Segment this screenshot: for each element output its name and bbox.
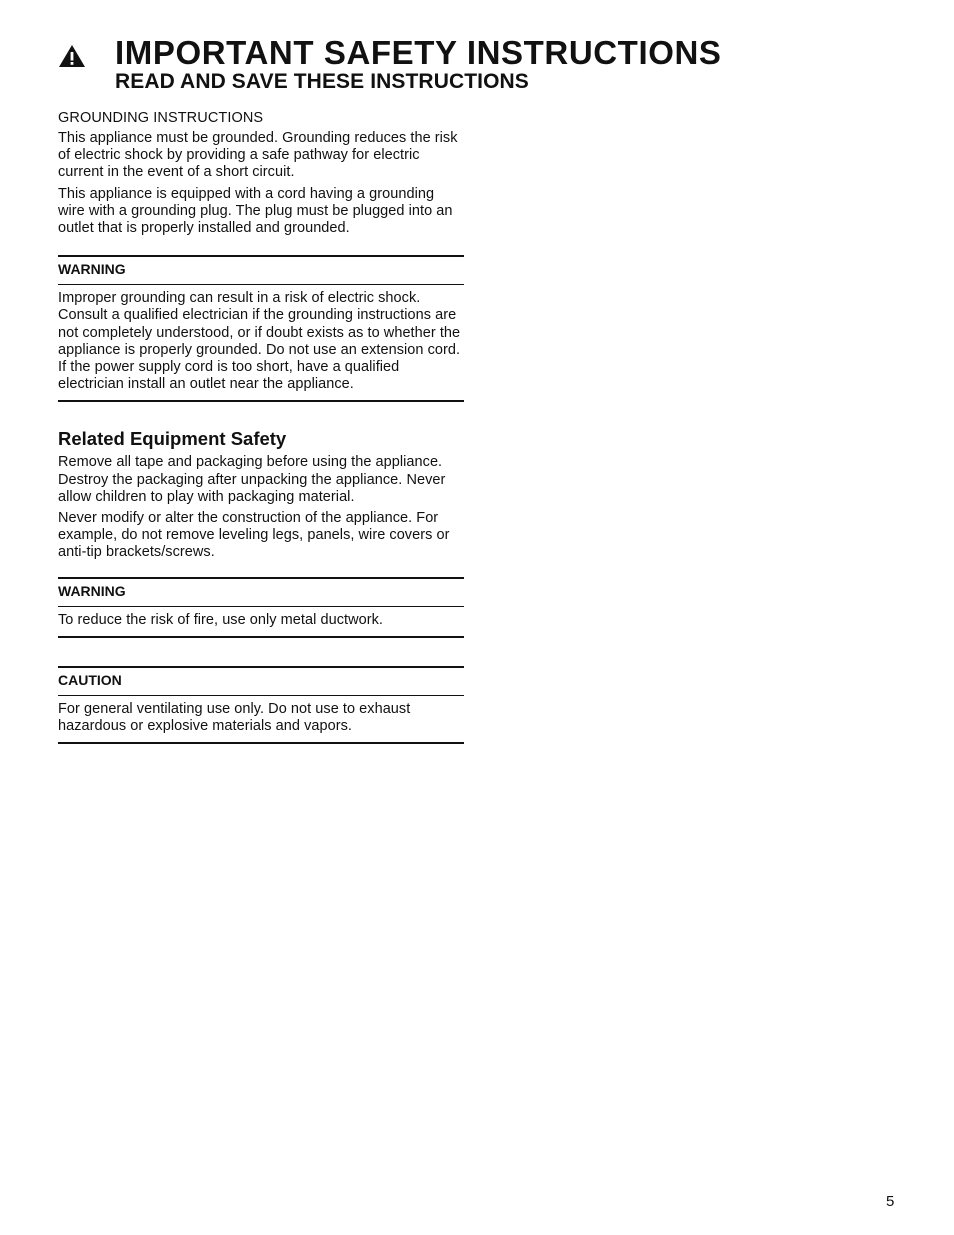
grounding-label: GROUNDING INSTRUCTIONS [58, 110, 264, 126]
caution-box [58, 666, 464, 744]
notice-heading: CAUTION [58, 668, 464, 696]
page-title: IMPORTANT SAFETY INSTRUCTIONS [115, 34, 722, 71]
warning-box-ductwork [58, 577, 464, 638]
related-paragraph: Remove all tape and packaging before using the appliance. Destroy the packaging after unpacking the appliance. Never allow children to play with packaging material. [58, 454, 446, 505]
related-equipment-heading: Related Equipment Safety [58, 428, 287, 450]
notice-heading: WARNING [58, 579, 464, 607]
notice-text: Improper grounding can result in a risk of electric shock. Consult a qualified electrician if the grounding instructions are not completely understood, or if doubt exists as to whether the appliance is properly grounded. Do not use an extension cord. If the power supply cord is too short, have a qualified electrician install an outlet near the appliance. [58, 290, 461, 393]
content-column [58, 110, 464, 744]
page-number: 5 [886, 1193, 895, 1210]
related-paragraph: Never modify or alter the construction of the appliance. For example, do not remove leveling legs, panels, wire covers or anti-tip brackets/screws. [58, 510, 450, 561]
grounding-paragraph: This appliance is equipped with a cord having a grounding wire with a grounding plug. The plug must be plugged into an outlet that is properly installed and grounded. [58, 185, 453, 237]
notice-text: To reduce the risk of fire, use only metal ductwork. [58, 611, 383, 628]
grounding-paragraph: This appliance must be grounded. Grounding reduces the risk of electric shock by providing a safe pathway for electric current in the event of a short circuit. [58, 130, 458, 181]
warning-triangle-icon [58, 44, 86, 68]
page-subtitle: READ AND SAVE THESE INSTRUCTIONS [115, 70, 529, 93]
notice-heading: WARNING [58, 257, 464, 285]
notice-text: For general ventilating use only. Do not use to exhaust hazardous or explosive materials and vapors. [58, 700, 411, 735]
warning-box-grounding [58, 255, 464, 402]
